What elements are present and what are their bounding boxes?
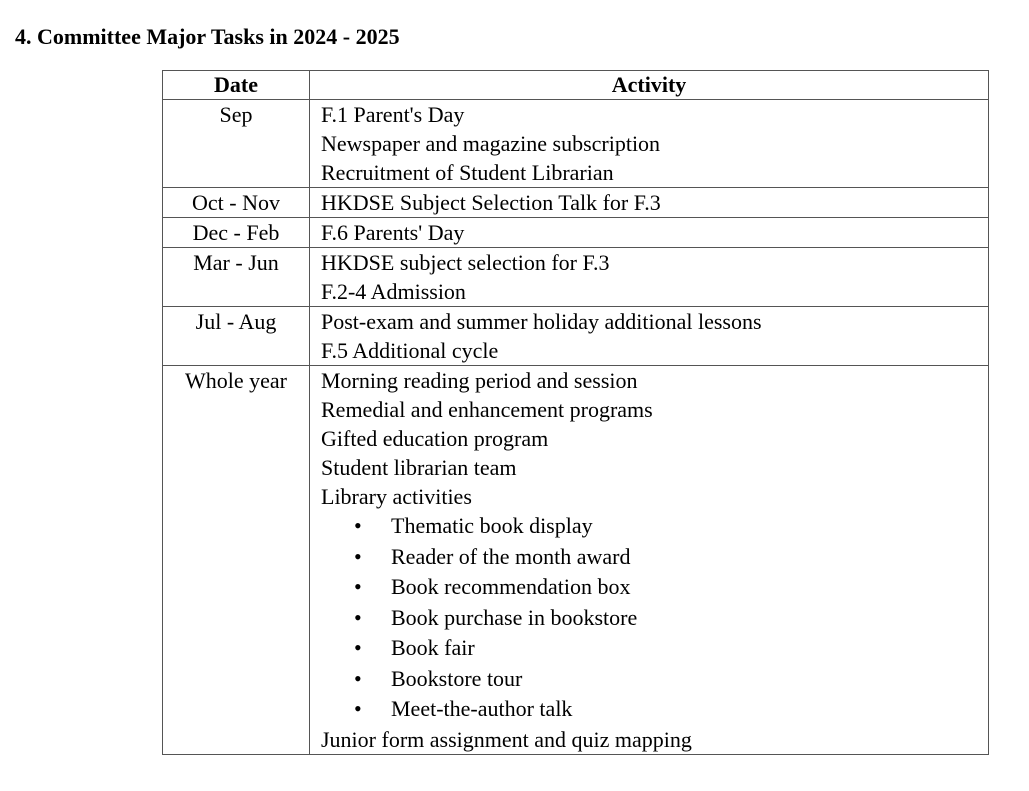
bullet-text: Bookstore tour xyxy=(391,665,523,691)
date-cell: Mar - Jun xyxy=(163,248,310,307)
activity-cell xyxy=(310,188,989,218)
bullet-icon: • xyxy=(354,665,362,691)
activity-item: HKDSE Subject Selection Talk for F.3 xyxy=(321,190,661,215)
activity-item: Student librarian team xyxy=(321,455,517,480)
bullet-icon: • xyxy=(354,574,362,599)
date-column-header: Date xyxy=(163,71,310,100)
tasks-table xyxy=(162,70,989,755)
date-cell: Dec - Feb xyxy=(163,218,310,248)
table-row xyxy=(163,366,989,755)
bullet-item xyxy=(321,511,988,542)
activity-item: Junior form assignment and quiz mapping xyxy=(321,726,692,752)
table-row xyxy=(163,100,989,188)
activity-cell xyxy=(310,248,989,307)
bullet-text: Thematic book display xyxy=(391,513,593,538)
activity-item: Recruitment of Student Librarian xyxy=(321,160,614,185)
activity-item: F.2-4 Admission xyxy=(321,279,466,304)
bullet-item xyxy=(321,664,988,695)
date-cell: Oct - Nov xyxy=(163,188,310,218)
bullet-text: Book fair xyxy=(391,635,475,660)
activity-item: Remedial and enhancement programs xyxy=(321,397,653,422)
table-row xyxy=(163,307,989,366)
date-cell: Jul - Aug xyxy=(163,307,310,366)
activity-cell xyxy=(310,366,989,755)
bullet-item xyxy=(321,633,988,664)
section-heading: 4. Committee Major Tasks in 2024 - 2025 xyxy=(15,24,400,49)
activity-item: HKDSE subject selection for F.3 xyxy=(321,250,610,275)
table-row xyxy=(163,218,989,248)
activity-item: F.6 Parents' Day xyxy=(321,220,465,245)
activity-item: Library activities xyxy=(321,484,472,509)
table-row xyxy=(163,188,989,218)
bullet-text: Book recommendation box xyxy=(391,574,631,599)
date-cell: Sep xyxy=(163,100,310,188)
bullet-text: Book purchase in bookstore xyxy=(391,604,638,630)
bullet-item xyxy=(321,694,988,725)
bullet-text: Reader of the month award xyxy=(391,543,631,569)
date-cell: Whole year xyxy=(163,366,310,755)
bullet-icon: • xyxy=(354,543,362,569)
activity-item: F.5 Additional cycle xyxy=(321,338,499,363)
bullet-icon: • xyxy=(354,635,362,660)
activity-item: F.1 Parent's Day xyxy=(321,102,465,127)
activity-item: Gifted education program xyxy=(321,426,549,451)
bullet-icon: • xyxy=(354,696,362,721)
activity-item: Newspaper and magazine subscription xyxy=(321,131,661,156)
bullet-item xyxy=(321,572,988,603)
table-header-row xyxy=(163,71,989,100)
bullet-item xyxy=(321,603,988,634)
activity-cell xyxy=(310,218,989,248)
bullet-icon: • xyxy=(354,604,362,630)
activity-column-header: Activity xyxy=(310,71,989,100)
table-row xyxy=(163,248,989,307)
bullet-text: Meet-the-author talk xyxy=(391,696,573,721)
bullet-item xyxy=(321,542,988,573)
activity-item: Morning reading period and session xyxy=(321,368,638,393)
bullet-icon: • xyxy=(354,513,362,538)
activity-cell xyxy=(310,307,989,366)
activity-item: Post-exam and summer holiday additional lessons xyxy=(321,309,762,334)
activity-cell xyxy=(310,100,989,188)
